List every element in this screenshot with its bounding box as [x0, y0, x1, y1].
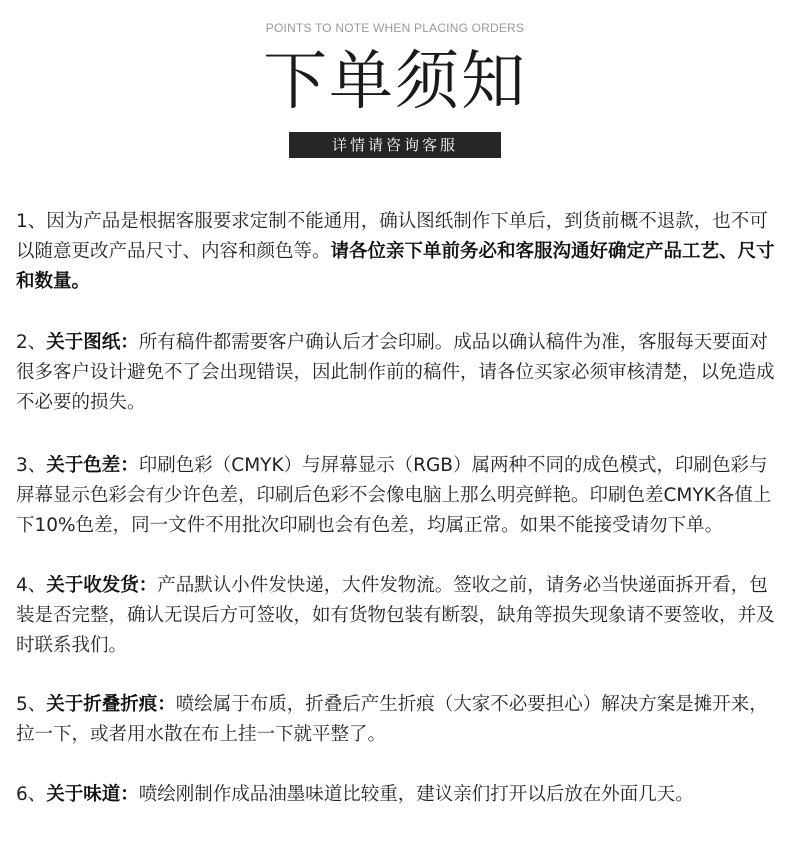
note-number: 6、	[16, 784, 47, 805]
note-label: 关于收发货：	[46, 575, 158, 596]
note-item-3	[16, 451, 776, 541]
note-emphasis: 请各位亲下单前务必和客服沟通好确定产品工艺、尺寸和数量。	[16, 241, 775, 292]
note-item-4	[16, 571, 776, 661]
note-text: 产品默认小件发快递，大件发物流。签收之前，请务必当快递面拆开看，包装是否完整，确认无误后方可签收，如有货物包装有断裂，缺角等损失现象请不要签收，并及时联系我们。	[16, 575, 775, 656]
note-text: 喷绘刚制作成品油墨味道比较重，建议亲们打开以后放在外面几天。	[138, 784, 694, 805]
note-number: 3、	[16, 455, 47, 476]
notes-list	[16, 207, 776, 810]
note-item-6	[16, 780, 776, 810]
contact-service-badge: 详情请咨询客服	[289, 132, 501, 158]
note-number: 2、	[16, 332, 47, 353]
note-text: 印刷色彩（CMYK）与屏幕显示（RGB）属两种不同的成色模式，印刷色彩与屏幕显示色彩会有少许色差，印刷后色彩不会像电脑上那么明亮鲜艳。印刷色差CMYK各值上下10%色差，同一文件不用批次印刷也会有色差，均属正常。如果不能接受请勿下单。	[16, 455, 772, 536]
note-text: 因为产品是根据客服要求定制不能通用，确认图纸制作下单后，到货前概不退款，也不可以随意更改产品尺寸、内容和颜色等。	[16, 211, 768, 262]
note-item-5	[16, 690, 776, 750]
note-number: 5、	[16, 694, 47, 715]
note-label: 关于折叠折痕：	[46, 694, 176, 715]
note-label: 关于味道：	[46, 784, 139, 805]
page-title: 下单须知	[263, 45, 527, 119]
note-text: 喷绘属于布质，折叠后产生折痕（大家不必要担心）解决方案是摊开来，拉一下，或者用水散在布上挂一下就平整了。	[16, 694, 768, 745]
note-label: 关于图纸：	[46, 332, 139, 353]
note-number: 4、	[16, 575, 47, 596]
note-item-1	[16, 207, 776, 297]
note-number: 1、	[16, 211, 47, 232]
english-subtitle: POINTS TO NOTE WHEN PLACING ORDERS	[265, 21, 525, 35]
note-item-2	[16, 328, 776, 418]
note-label: 关于色差：	[46, 455, 139, 476]
note-text: 所有稿件都需要客户确认后才会印刷。成品以确认稿件为准，客服每天要面对很多客户设计避免不了会出现错误，因此制作前的稿件，请各位买家必须审核清楚，以免造成不必要的损失。	[16, 332, 775, 413]
